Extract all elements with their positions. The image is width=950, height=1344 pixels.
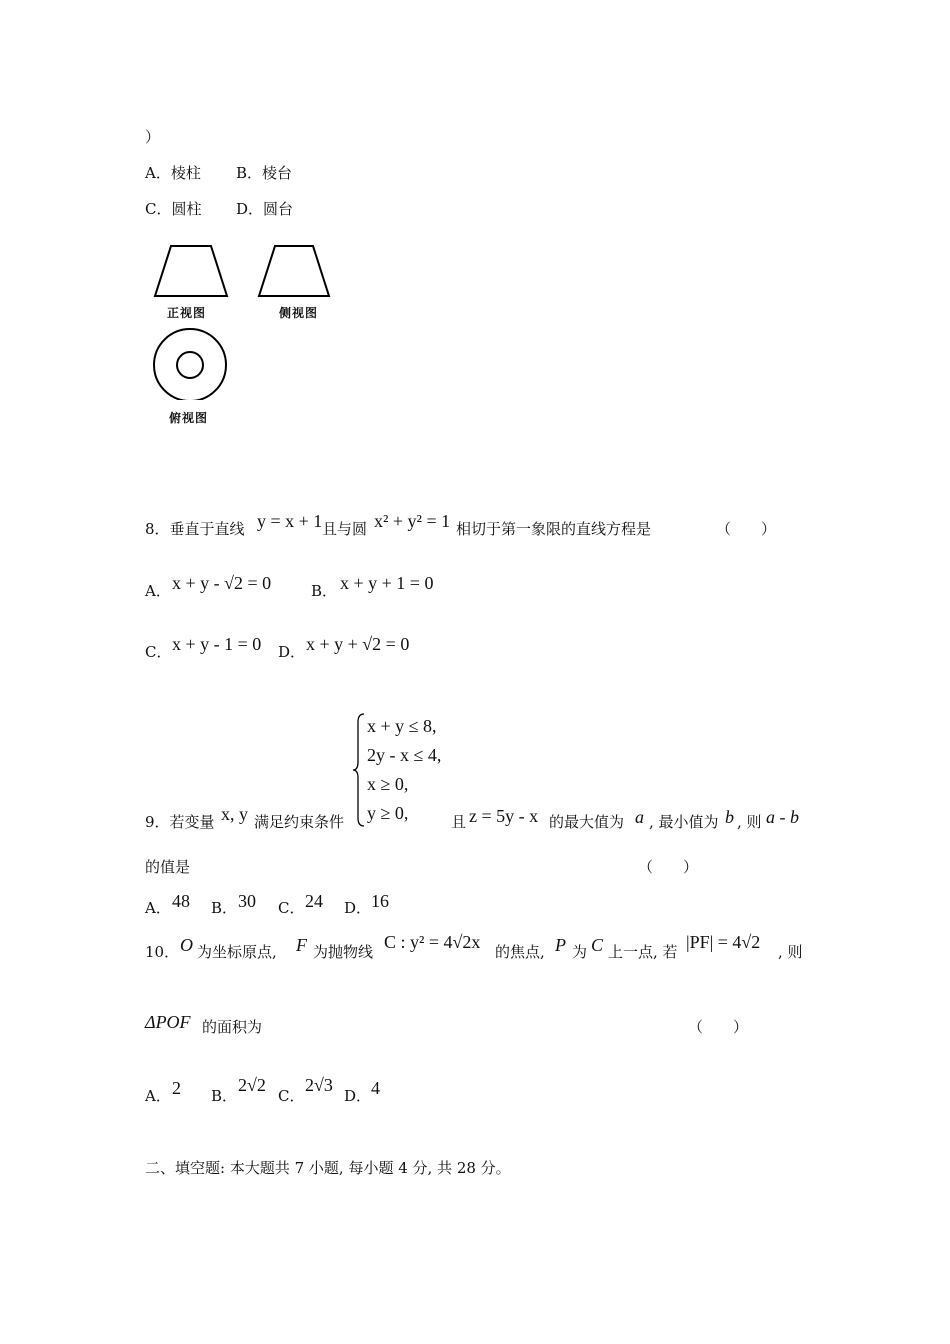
- q8-option-d-label: D．: [278, 643, 306, 661]
- top-view-inner-circle: [177, 352, 203, 378]
- q9-option-a-label: A．: [145, 899, 171, 917]
- q8-option-a: x + y - √2 = 0: [172, 573, 272, 593]
- q8-option-d: x + y + √2 = 0: [306, 634, 410, 654]
- q8-prefix: 8．垂直于直线: [145, 520, 245, 538]
- q10-focus-text: 为抛物线: [313, 943, 374, 961]
- q10-pf: |PF| = 4√2: [686, 932, 761, 952]
- q9-option-c-label: C．: [278, 899, 305, 917]
- q7-option-d: D．圆台: [236, 200, 294, 218]
- constraint-3: x ≥ 0,: [367, 774, 409, 794]
- q9-vars: x, y: [221, 804, 248, 824]
- q10-num: 10．: [145, 943, 180, 961]
- q10-then: , 则: [778, 943, 803, 961]
- q9-objective: z = 5y - x: [469, 806, 539, 826]
- q9-option-d-label: D．: [344, 899, 372, 917]
- q8-option-a-label: A．: [145, 582, 171, 600]
- q9-option-c: 24: [305, 891, 323, 911]
- q10-option-c: 2√3: [305, 1075, 333, 1095]
- q7-paren-tail: ）: [145, 128, 161, 146]
- q10-option-a: 2: [172, 1078, 181, 1098]
- q8-option-b: x + y + 1 = 0: [340, 573, 434, 593]
- front-view-label: 正视图: [167, 306, 207, 320]
- q9-option-b: 30: [238, 891, 256, 911]
- constraint-4: y ≥ 0,: [367, 803, 409, 823]
- q7-option-c: C．圆柱: [145, 200, 202, 218]
- constraint-1: x + y ≤ 8,: [367, 716, 437, 736]
- q9-option-d: 16: [371, 891, 389, 911]
- q10-option-d: 4: [371, 1078, 380, 1098]
- side-view-label: 侧视图: [279, 306, 319, 320]
- q9-min-text: , 最小值为: [649, 813, 719, 831]
- q9-then: , 则: [737, 813, 762, 831]
- q10-is: 为: [572, 943, 588, 961]
- q10-P: P: [555, 935, 566, 955]
- front-view-trapezoid: [155, 246, 227, 296]
- q8-line-equation: y = x + 1: [257, 511, 323, 531]
- q10-answer-paren: （ ）: [688, 1018, 749, 1036]
- q9-max-text: 的最大值为: [549, 813, 625, 831]
- q8-option-c-label: C．: [145, 643, 172, 661]
- side-view-trapezoid: [259, 246, 329, 296]
- q10-F: F: [296, 935, 307, 955]
- q9-b: b: [725, 807, 734, 827]
- q10-area-text: 的面积为: [202, 1018, 263, 1036]
- q10-option-a-label: A．: [145, 1087, 171, 1105]
- q10-option-b-label: B．: [211, 1087, 238, 1105]
- top-view-label: 俯视图: [169, 411, 209, 425]
- q10-focus-of: 的焦点,: [495, 943, 545, 961]
- q10-origin-text: 为坐标原点,: [197, 943, 277, 961]
- q10-point-on: 上一点, 若: [608, 943, 678, 961]
- q10-C: C: [591, 935, 604, 955]
- q7-option-a: A．棱柱: [145, 164, 201, 182]
- q10-parabola: C : y² = 4√2x: [384, 932, 481, 952]
- section-2-heading: 二、填空题: 本大题共 7 小题, 每小题 4 分, 共 28 分。: [145, 1159, 511, 1177]
- q10-option-b: 2√2: [238, 1075, 266, 1095]
- q8-mid: 且与圆: [322, 520, 368, 538]
- q10-triangle: ΔPOF: [145, 1012, 191, 1032]
- q7-option-b: B．棱台: [236, 164, 293, 182]
- q9-cond: 满足约束条件: [254, 813, 345, 831]
- q9-answer-paren: （ ）: [638, 858, 699, 876]
- constraint-2: 2y - x ≤ 4,: [367, 745, 442, 765]
- q8-circle-equation: x² + y² = 1: [374, 511, 451, 531]
- constraint-brace: [352, 712, 366, 828]
- q9-diff: a - b: [766, 807, 799, 827]
- q10-option-c-label: C．: [278, 1087, 305, 1105]
- q9-a: a: [635, 807, 644, 827]
- q9-line2: 的值是: [145, 858, 191, 876]
- q9-option-b-label: B．: [211, 899, 238, 917]
- q10-option-d-label: D．: [344, 1087, 372, 1105]
- q8-suffix: 相切于第一象限的直线方程是: [456, 520, 652, 538]
- q8-option-c: x + y - 1 = 0: [172, 634, 262, 654]
- q8-option-b-label: B．: [311, 582, 338, 600]
- q9-and: 且: [451, 813, 467, 831]
- q8-answer-paren: （ ）: [716, 520, 777, 538]
- top-view-outer-circle: [154, 329, 226, 400]
- q9-prefix: 9．若变量: [145, 813, 215, 831]
- q10-O: O: [180, 935, 193, 955]
- q9-option-a: 48: [172, 891, 190, 911]
